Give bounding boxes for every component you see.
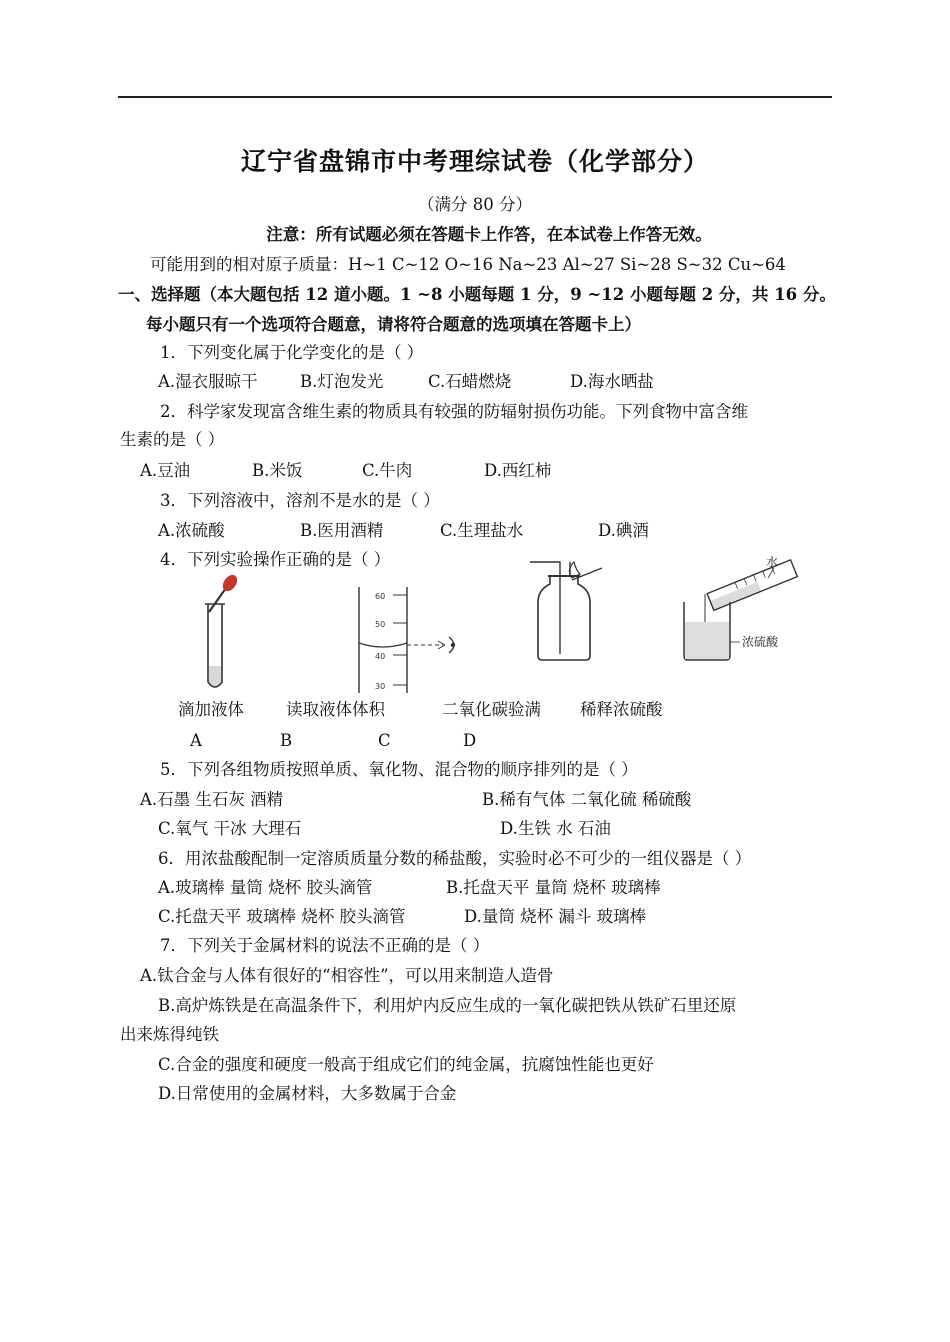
q1-stem: 1．下列变化属于化学变化的是（ ）	[160, 343, 424, 362]
figure-gas-bottle	[526, 556, 608, 664]
figure-water-label: 水	[766, 556, 779, 569]
q5-stem: 5．下列各组物质按照单质、氧化物、混合物的顺序排列的是（ ）	[160, 760, 638, 779]
cylinder-tick-40: 40	[375, 652, 386, 661]
q2-option-d: D.西红柿	[484, 461, 552, 480]
q7-option-d: D.日常使用的金属材料，大多数属于合金	[158, 1084, 457, 1103]
cylinder-tick-60: 60	[375, 592, 386, 601]
atomic-masses: 可能用到的相对原子质量：H~1 C~12 O~16 Na~23 Al~27 Si~28 S~32 Cu~64	[150, 255, 786, 274]
q5-option-a: A.石墨 生石灰 酒精	[140, 790, 284, 809]
section-heading-line2: 每小题只有一个选项符合题意，请将符合题意的选项填在答题卡上）	[146, 315, 641, 334]
cylinder-tick-50: 50	[375, 620, 386, 629]
q7-option-b-line1: B.高炉炼铁是在高温条件下，利用炉内反应生成的一氧化碳把铁从铁矿石里还原	[158, 996, 737, 1015]
q2-stem-line1: 2．科学家发现富含维生素的物质具有较强的防辐射损伤功能。下列食物中富含维	[160, 402, 748, 421]
q7-option-c: C.合金的强度和硬度一般高于组成它们的纯金属，抗腐蚀性能也更好	[158, 1055, 654, 1074]
page-title: 辽宁省盘锦市中考理综试卷（化学部分）	[240, 147, 709, 176]
q5-option-d: D.生铁 水 石油	[500, 819, 611, 838]
full-marks: （满分 80 分）	[418, 195, 532, 214]
q1-option-c: C.石蜡燃烧	[428, 372, 512, 391]
q6-option-d: D.量筒 烧杯 漏斗 玻璃棒	[464, 907, 647, 926]
figure-dropper-test-tube	[190, 570, 250, 694]
q1-option-b: B.灯泡发光	[300, 372, 384, 391]
q1-option-a: A.湿衣服晾干	[158, 372, 258, 391]
q7-option-a: A.钛合金与人体有很好的“相容性”，可以用来制造人造骨	[140, 966, 554, 985]
q4-label-b: B	[280, 731, 293, 750]
header-rule	[118, 96, 832, 98]
figure-graduated-cylinder	[345, 585, 470, 695]
q2-option-a: A.豆油	[140, 461, 191, 480]
q5-option-c: C.氧气 干冰 大理石	[158, 819, 302, 838]
q6-stem: 6．用浓盐酸配制一定溶质质量分数的稀盐酸，实验时必不可少的一组仪器是（ ）	[158, 849, 752, 868]
q6-option-c: C.托盘天平 玻璃棒 烧杯 胶头滴管	[158, 907, 406, 926]
q4-stem: 4．下列实验操作正确的是（ ）	[160, 550, 391, 569]
q4-caption-d: 稀释浓硫酸	[580, 700, 663, 719]
notice: 注意：所有试题必须在答题卡上作答，在本试卷上作答无效。	[266, 225, 712, 244]
cylinder-tick-30: 30	[375, 682, 386, 691]
q6-option-a: A.玻璃棒 量筒 烧杯 胶头滴管	[158, 878, 373, 897]
q3-option-c: C.生理盐水	[440, 521, 524, 540]
q4-label-c: C	[378, 731, 391, 750]
q1-option-d: D.海水晒盐	[570, 372, 654, 391]
q6-option-b: B.托盘天平 量筒 烧杯 玻璃棒	[446, 878, 661, 897]
q3-option-b: B.医用酒精	[300, 521, 384, 540]
q3-stem: 3．下列溶液中，溶剂不是水的是（ ）	[160, 491, 440, 510]
q2-stem-line2: 生素的是（ ）	[120, 430, 225, 449]
q3-option-d: D.碘酒	[598, 521, 649, 540]
q4-label-d: D	[463, 731, 477, 750]
q7-stem: 7．下列关于金属材料的说法不正确的是（ ）	[160, 936, 490, 955]
q4-caption-b: 读取液体体积	[286, 700, 385, 719]
q2-option-b: B.米饭	[252, 461, 303, 480]
figure-diluting-acid	[678, 556, 803, 666]
section-heading-line1: 一、选择题（本大题包括 12 道小题。1 ~8 小题每题 1 分，9 ~12 小题每题 2 分，共 16 分。	[118, 285, 836, 304]
figure-acid-label: 浓硫酸	[742, 635, 779, 649]
q4-label-a: A	[190, 731, 202, 750]
q4-caption-c: 二氧化碳验满	[442, 700, 541, 719]
q3-option-a: A.浓硫酸	[158, 521, 225, 540]
q7-option-b-line2: 出来炼得纯铁	[120, 1025, 219, 1044]
q2-option-c: C.牛肉	[362, 461, 413, 480]
q5-option-b: B.稀有气体 二氧化硫 稀硫酸	[482, 790, 692, 809]
q4-caption-a: 滴加液体	[178, 700, 244, 719]
